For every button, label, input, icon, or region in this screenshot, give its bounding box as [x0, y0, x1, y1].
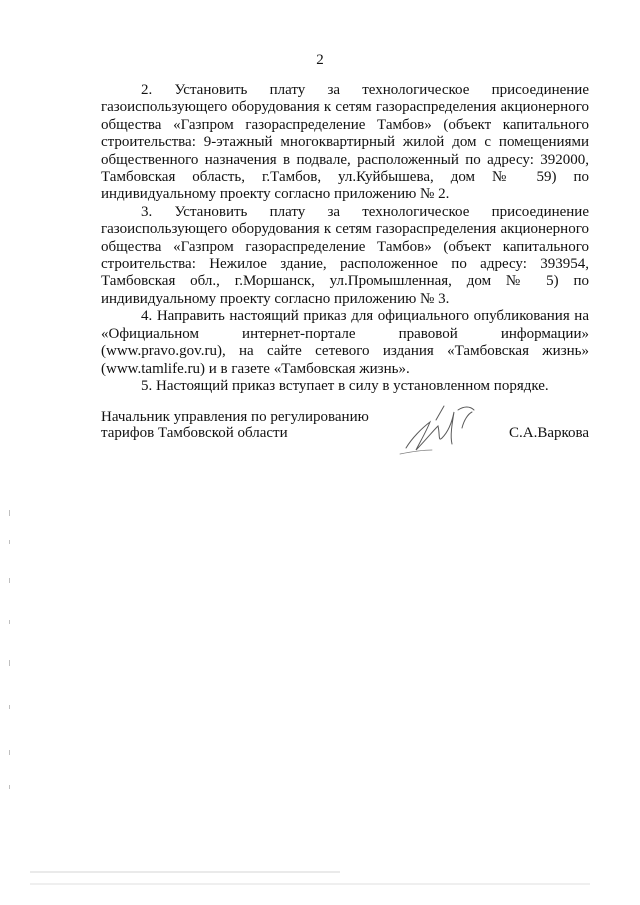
page-number: 2: [316, 52, 324, 68]
margin-scan-marks: [8, 500, 12, 800]
bottom-scan-lines: [30, 868, 590, 888]
signatory-position-line2: тарифов Тамбовской области: [101, 425, 288, 441]
signatory-position-line1: Начальник управления по регулированию: [101, 409, 369, 425]
handwritten-signature-icon: [392, 398, 492, 460]
document-body: [101, 82, 589, 395]
paragraph-item-4: 4. Направить настоящий приказ для официального опубликования на «Официальном интернет-портале правовой информации» (www.pravo.gov.ru), на сайте сетевого издания «Тамбовская жизнь» (www.tamlife.ru) и в газете «Тамбовская жизнь».: [101, 308, 589, 377]
paragraph-item-2: 2. Установить плату за технологическое присоединение газоиспользующего оборудования к сетям газораспределения акционерного общества «Газпром газораспределение Тамбов» (объект капитального строительства: 9-этажный многоквартирный жилой дом с помещениями общественного назначения в подвале, расположенный по адресу: 392000, Тамбовская область, г.Тамбов, ул.Куйбышева, дом № 59) по индивидуальному проекту согласно приложению № 2.: [101, 82, 589, 203]
signatory-position: [101, 409, 369, 441]
signatory-name: С.А.Варкова: [509, 425, 590, 441]
paragraph-item-3: 3. Установить плату за технологическое присоединение газоиспользующего оборудования к сетям газораспределения акционерного общества «Газпром газораспределение Тамбов» (объект капитального строительства: Нежилое здание, расположенное по адресу: 393954, Тамбовская обл., г.Моршанск, ул.Промышленная, дом № 5) по индивидуальному проекту согласно приложению № 3.: [101, 203, 589, 307]
paragraph-item-5: 5. Настоящий приказ вступает в силу в установленном порядке.: [141, 377, 549, 394]
